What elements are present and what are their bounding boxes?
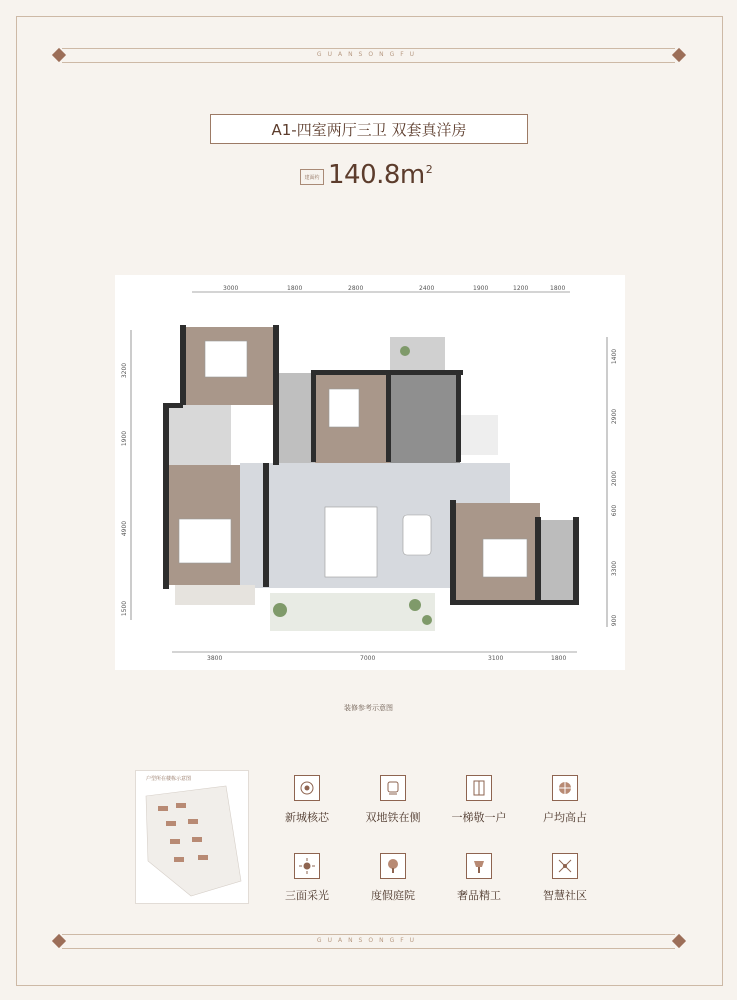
title-banner [210,114,528,144]
area-block [300,160,433,190]
feature-label: 三面采光 [285,889,329,902]
dim-right-1: 1400 [611,348,619,365]
dim-bottom-1: 3800 [207,655,223,662]
dim-right-3: 2000 [611,470,619,487]
area-value: 140.8m [328,160,425,190]
feature-item [272,775,342,825]
feature-item [444,775,514,825]
dim-right-5: 3300 [611,560,619,577]
elevator-icon [466,775,492,801]
feature-item [272,853,342,903]
metro-icon [380,775,406,801]
dim-top-1: 3000 [223,285,239,292]
building-location-map [135,770,249,904]
bottom-rule-2 [62,948,675,949]
dim-bottom-2: 7000 [360,655,376,662]
area-tag: 建面约 [300,169,324,185]
feature-label: 度假庭院 [371,889,415,902]
floor-plan [115,275,625,670]
top-rule-2 [62,62,675,63]
minimap-label: 户型所在楼栋示意图 [146,776,192,782]
dim-left-2: 1900 [121,430,129,447]
dim-right-2: 2900 [611,408,619,425]
feature-label: 奢品精工 [457,889,501,902]
sunlight-icon [294,853,320,879]
dim-top-4: 2400 [419,285,435,292]
dim-left-3: 4900 [121,520,129,537]
feature-item [444,853,514,903]
feature-item [358,775,428,825]
top-rule [62,48,675,49]
tree-icon [380,853,406,879]
sun-dial-icon [294,775,320,801]
brand-top: GUANSONGFU [316,51,421,58]
feature-item [358,853,428,903]
minimap-drawing [136,771,248,903]
feature-label: 新城核芯 [285,811,329,824]
dim-right-6: 900 [611,614,619,627]
floor-plan-drawing [115,275,625,670]
brand-bottom: GUANSONGFU [316,937,421,944]
lamp-icon [466,853,492,879]
dim-top-3: 2800 [348,285,364,292]
dim-top-2: 1800 [287,285,303,292]
network-icon [552,853,578,879]
feature-item [530,775,600,825]
bottom-rule [62,934,675,935]
feature-label: 智慧社区 [543,889,587,902]
page-title: A1-四室两厅三卫 双套真洋房 [271,120,467,139]
dim-top-6: 1200 [513,285,529,292]
feature-label: 双地铁在侧 [365,811,421,824]
dim-bottom-3: 3100 [488,655,504,662]
area-superscript: 2 [425,163,433,176]
dim-left-4: 1500 [121,600,129,617]
dim-bottom-4: 1800 [551,655,567,662]
dim-left-1: 3200 [121,362,129,379]
dim-top-5: 1900 [473,285,489,292]
fan-icon [552,775,578,801]
feature-label: 一梯敬一户 [451,811,507,824]
feature-label: 户均高占 [543,811,587,824]
plan-caption: 装修参考示意图 [344,704,393,712]
dim-right-4: 600 [611,504,619,517]
dim-top-7: 1800 [550,285,566,292]
feature-item [530,853,600,903]
